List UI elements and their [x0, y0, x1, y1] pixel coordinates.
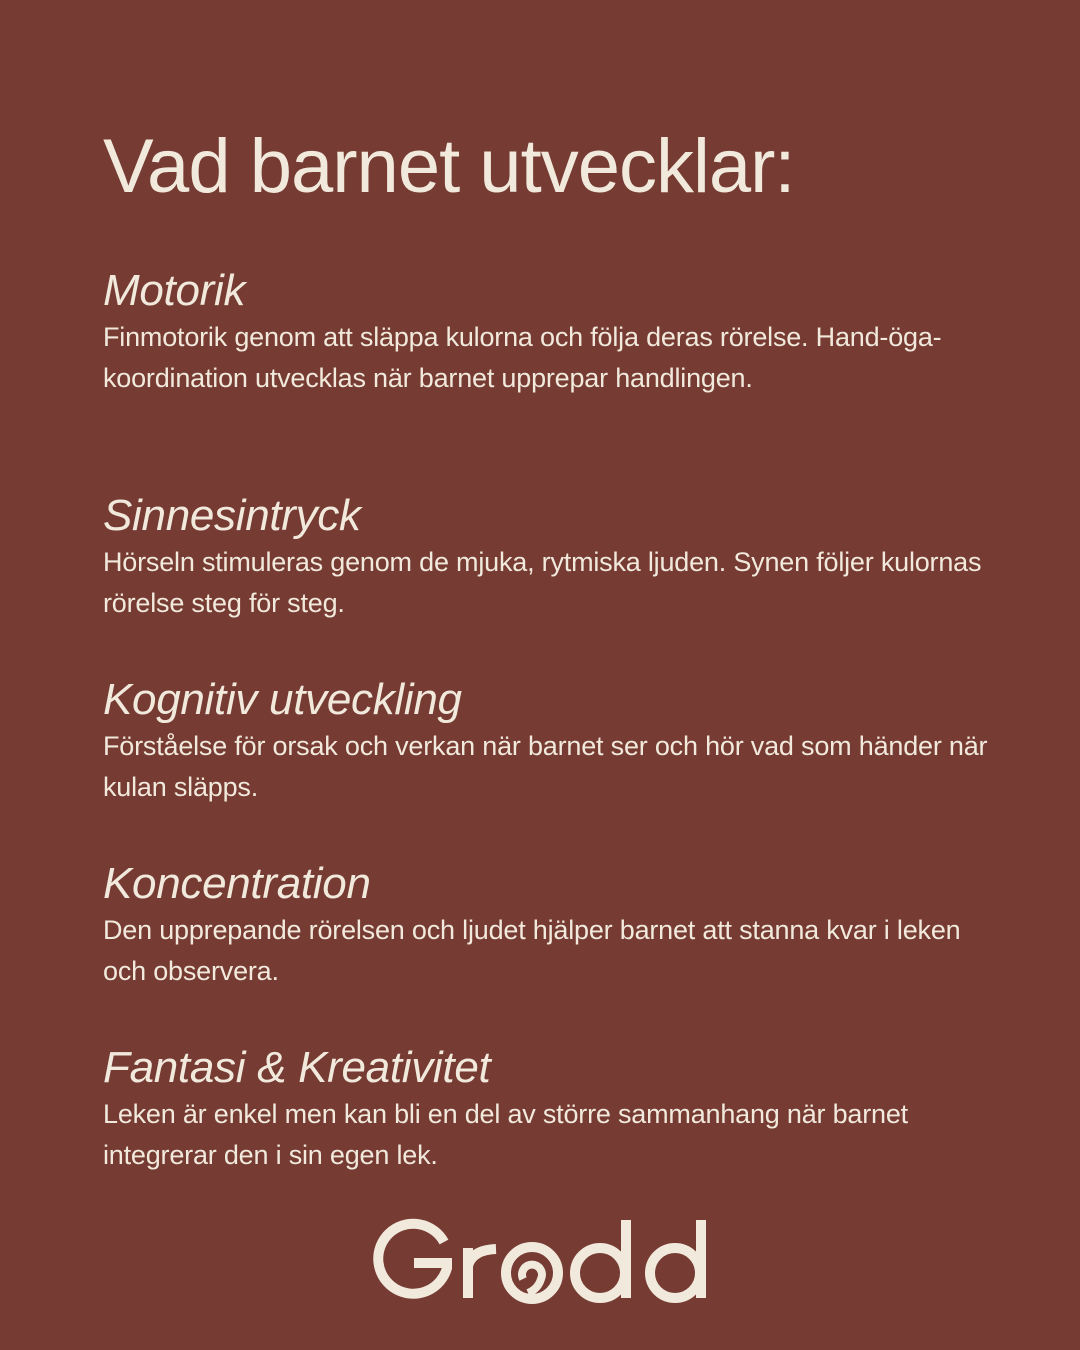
section-heading: Fantasi & Kreativitet [103, 1043, 491, 1092]
logo-letter-d1 [575, 1220, 626, 1298]
section-fantasi-kreativitet [103, 1042, 993, 1176]
logo-letter-r [468, 1248, 496, 1298]
section-heading: Sinnesintryck [103, 491, 361, 540]
section-heading: Koncentration [103, 859, 371, 908]
section-text: Hörseln stimuleras genom de mjuka, rytmiska ljuden. Synen följer kulornas rörelse steg för steg. [103, 547, 982, 618]
section-kognitiv-utveckling [103, 674, 993, 808]
section-heading: Kognitiv utveckling [103, 675, 462, 724]
section-text: Leken är enkel men kan bli en del av större sammanhang när barnet integrerar den i sin egen lek. [103, 1099, 908, 1170]
section-text: Finmotorik genom att släppa kulorna och följa deras rörelse. Hand-öga-koordination utvecklas när barnet upprepar handlingen. [103, 322, 942, 393]
section-motorik [103, 265, 993, 399]
section-sinnesintryck [103, 490, 993, 624]
logo-letter-d2 [650, 1220, 701, 1298]
section-heading: Motorik [103, 266, 246, 315]
grodd-logo-icon [368, 1216, 712, 1306]
section-koncentration [103, 858, 993, 992]
page-title: Vad barnet utvecklar: [103, 124, 795, 209]
logo-letter-o-swirl [506, 1247, 558, 1299]
section-text: Förståelse för orsak och verkan när barnet ser och hör vad som händer när kulan släpps. [103, 731, 988, 802]
logo-letter-g [378, 1224, 447, 1294]
section-text: Den upprepande rörelsen och ljudet hjälper barnet att stanna kvar i leken och observera. [103, 915, 961, 986]
